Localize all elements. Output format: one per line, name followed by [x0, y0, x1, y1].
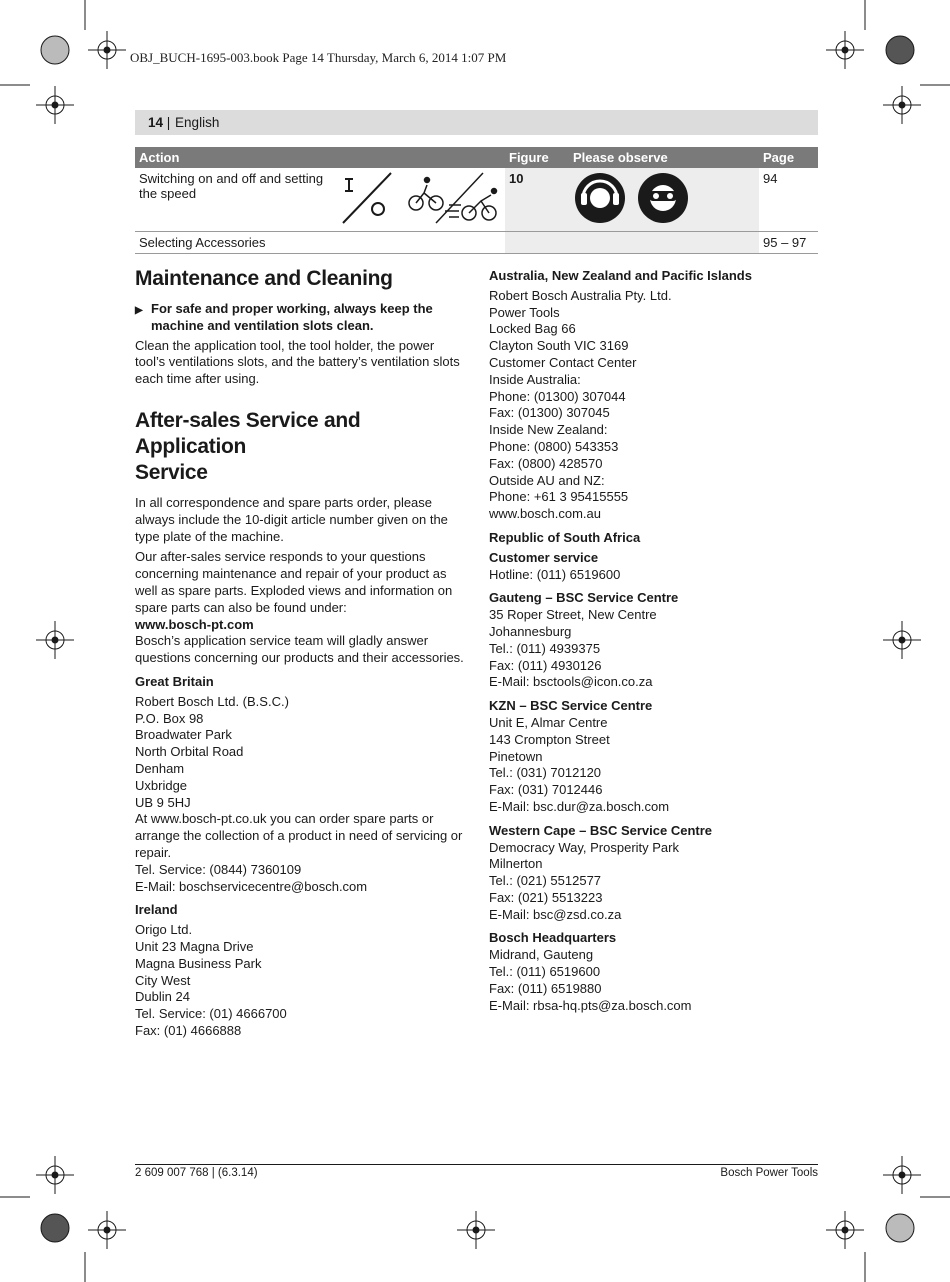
table-row	[135, 232, 818, 254]
address-line: Fax: (0800) 428570	[489, 455, 603, 471]
separator: |	[163, 115, 175, 130]
header-action: Action	[135, 147, 505, 168]
heading-south-africa: Republic of South Africa	[489, 529, 641, 545]
address-line: E-Mail: bsc@zsd.co.za	[489, 906, 622, 922]
on-off-icon	[343, 173, 391, 223]
address-great-britain	[135, 694, 465, 896]
address-line: Tel.: (021) 5512577	[489, 873, 602, 889]
address-ireland	[135, 922, 465, 1040]
heading-western-cape: Western Cape – BSC Service Centre	[489, 822, 713, 838]
service-paragraph: Bosch’s application service team will gladly answer questions concerning our products and their accessories.	[135, 633, 464, 666]
heading-australia: Australia, New Zealand and Pacific Islands	[489, 268, 752, 283]
print-header: OBJ_BUCH-1695-003.book Page 14 Thursday, March 6, 2014 1:07 PM	[130, 50, 507, 65]
address-line: Dublin 24	[135, 989, 190, 1005]
header-observe: Please observe	[569, 147, 759, 168]
row-page: 94	[763, 171, 778, 186]
section-title-maintenance: Maintenance and Cleaning	[135, 267, 393, 290]
table-header-row	[135, 147, 818, 168]
address-line: Johannesburg	[489, 623, 572, 639]
address-line: Origo Ltd.	[135, 922, 193, 938]
address-line: E-Mail: rbsa-hq.pts@za.bosch.com	[489, 997, 692, 1013]
address-line: Robert Bosch Australia Pty. Ltd.	[489, 287, 672, 303]
address-line: Customer Contact Center	[489, 354, 637, 370]
header-figure: Figure	[505, 147, 569, 168]
address-line: Fax: (011) 6519880	[489, 980, 602, 996]
address-line: Robert Bosch Ltd. (B.S.C.)	[135, 693, 289, 709]
service-title-line2: Service	[135, 460, 208, 484]
address-line: Phone: (01300) 307044	[489, 388, 626, 404]
observe-icons	[573, 171, 693, 225]
address-line: Fax: (011) 4930126	[489, 657, 602, 673]
row-action: Switching on and off and setting the speed	[139, 171, 324, 201]
address-line: Tel.: (011) 4939375	[489, 640, 601, 656]
address-line: City West	[135, 972, 191, 988]
address-line: Tel.: (011) 6519600	[489, 964, 601, 980]
address-line: Denham	[135, 760, 185, 776]
bicycle-icon	[409, 173, 483, 223]
address-line: P.O. Box 98	[135, 710, 204, 726]
address-line: Phone: +61 3 95415555	[489, 489, 629, 505]
page-number: 14	[148, 115, 164, 130]
service-paragraph: In all correspondence and spare parts order, please always include the 10-digit article number given on the type plate of the machine.	[135, 494, 448, 544]
safety-bullet	[135, 301, 465, 335]
on-off-speed-icons	[341, 171, 501, 227]
address-line: Fax: (031) 7012446	[489, 782, 603, 798]
service-url-link[interactable]: www.bosch-pt.com	[135, 616, 254, 632]
address-line: Magna Business Park	[135, 955, 262, 971]
service-title-line1: After-sales Service and Application	[135, 408, 361, 458]
safety-goggles-icon	[638, 173, 688, 223]
address-line: Inside New Zealand:	[489, 422, 608, 438]
address-line: Fax: (01300) 307045	[489, 405, 610, 421]
service-paragraph: Our after-sales service responds to your questions concerning maintenance and repair of your product as well as spare parts. Exploded views and information on spare parts can also be found under:	[135, 549, 453, 615]
address-line: Power Tools	[489, 304, 560, 320]
email-line: E-Mail: boschservicecentre@bosch.com	[135, 878, 368, 894]
address-line: Milnerton	[489, 856, 543, 872]
address-line: E-Mail: bsctools@icon.co.za	[489, 674, 653, 690]
language-label: English	[175, 115, 220, 130]
address-australia	[489, 288, 819, 523]
heading-great-britain: Great Britain	[135, 673, 214, 689]
address-line: Clayton South VIC 3169	[489, 338, 629, 354]
address-line: E-Mail: bsc.dur@za.bosch.com	[489, 798, 670, 814]
header-page: Page	[759, 147, 818, 168]
address-line: UB 9 5HJ	[135, 794, 191, 810]
left-column	[135, 266, 465, 1040]
address-line: Fax: (021) 5513223	[489, 889, 603, 905]
hotline-line: Hotline: (011) 6519600	[489, 566, 621, 582]
page-header-bar	[135, 110, 818, 135]
tel-line: Tel. Service: (0844) 7360109	[135, 861, 302, 877]
order-text: At www.bosch-pt.co.uk you can order spare parts or arrange the collection of a product in need of servicing or repair.	[135, 811, 463, 860]
address-line: Inside Australia:	[489, 371, 581, 387]
action-table	[135, 147, 818, 254]
heading-bosch-hq: Bosch Headquarters	[489, 930, 617, 946]
heading-ireland: Ireland	[135, 902, 178, 918]
row-page: 95 – 97	[763, 235, 807, 250]
address-line: Pinetown	[489, 748, 543, 764]
address-line: North Orbital Road	[135, 744, 244, 760]
address-line: Broadwater Park	[135, 727, 232, 743]
address-line: Phone: (0800) 543353	[489, 438, 619, 454]
footer-brand: Bosch Power Tools	[720, 1167, 818, 1179]
address-line: 35 Roper Street, New Centre	[489, 607, 657, 623]
row-figure: 10	[509, 171, 524, 186]
bullet-text: For safe and proper working, always keep the machine and ventilation slots clean.	[151, 301, 433, 333]
address-line: Locked Bag 66	[489, 321, 576, 337]
address-line: Unit E, Almar Centre	[489, 714, 608, 730]
address-line: 143 Crompton Street	[489, 731, 610, 747]
address-line: Outside AU and NZ:	[489, 472, 605, 488]
heading-gauteng: Gauteng – BSC Service Centre	[489, 590, 679, 606]
footer-rule	[135, 1164, 818, 1165]
triangle-bullet-icon: ▶	[135, 305, 143, 316]
address-line: Unit 23 Magna Drive	[135, 938, 254, 954]
footer-doc-number: 2 609 007 768 | (6.3.14)	[135, 1167, 258, 1179]
website-link[interactable]: www.bosch.com.au	[489, 506, 601, 522]
table-row	[135, 168, 818, 232]
section-title-service	[135, 408, 465, 486]
heading-kzn: KZN – BSC Service Centre	[489, 698, 653, 714]
heading-customer-service: Customer service	[489, 549, 599, 565]
ear-protection-icon	[575, 173, 625, 223]
row-action: Selecting Accessories	[139, 235, 266, 250]
racing-bicycle-icon	[445, 189, 497, 221]
address-line: Uxbridge	[135, 777, 188, 793]
address-line: Fax: (01) 4666888	[135, 1022, 242, 1038]
address-line: Democracy Way, Prosperity Park	[489, 839, 679, 855]
address-line: Tel. Service: (01) 4666700	[135, 1006, 287, 1022]
right-column	[489, 268, 819, 1014]
maintenance-text: Clean the application tool, the tool holder, the power tool’s ventilations slots, and the battery’s ventilation slots each time after using.	[135, 337, 460, 387]
address-line: Midrand, Gauteng	[489, 947, 594, 963]
address-line: Tel.: (031) 7012120	[489, 765, 602, 781]
